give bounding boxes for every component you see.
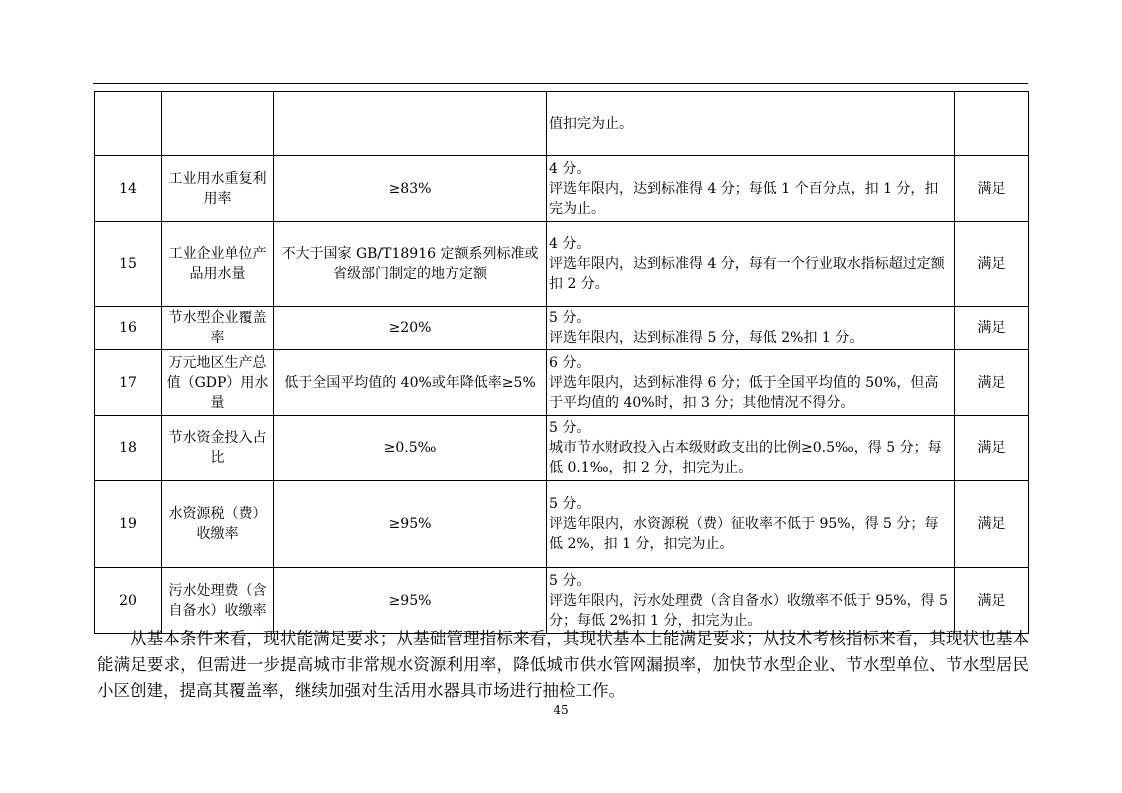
indicator-name: 污水处理费（含自备水）收缴率 (162, 568, 274, 634)
row-number: 14 (95, 156, 162, 222)
scoring-rule: 4 分。 评选年限内，达到标准得 4 分；每低 1 个百分点，扣 1 分，扣完为止。 (547, 156, 955, 222)
scoring-rule: 5 分。 评选年限内，水资源税（费）征收率不低于 95%，得 5 分；每低 2%，扣 1 分，扣完为止。 (547, 481, 955, 568)
summary-paragraph: 从基本条件来看，现状能满足要求；从基础管理指标来看，其现状基本上能满足要求；从技术考核指标来看，其现状也基本能满足要求，但需进一步提高城市非常规水资源利用率，降低城市供水管网漏损率，加快节水型企业、节水型单位、节水型居民小区创建，提高其覆盖率，继续加强对生活用水器具市场进行抽检工作。 (97, 629, 1029, 700)
assessment-result: 满足 (955, 156, 1029, 222)
assessment-result: 满足 (955, 481, 1029, 568)
indicator-standard: ≥95% (274, 568, 547, 634)
scoring-rule: 5 分。 评选年限内，达到标准得 5 分，每低 2%扣 1 分。 (547, 307, 955, 350)
indicator-standard: 低于全国平均值的 40%或年降低率≥5% (274, 350, 547, 416)
header-rule (93, 83, 1028, 84)
indicator-name (162, 92, 274, 156)
indicator-name: 节水资金投入占比 (162, 416, 274, 481)
table-row (95, 568, 1029, 634)
row-number: 16 (95, 307, 162, 350)
scoring-rule: 6 分。 评选年限内，达到标准得 6 分；低于全国平均值的 50%，但高于平均值的 40%时，扣 3 分；其他情况不得分。 (547, 350, 955, 416)
table-row (95, 481, 1029, 568)
indicator-name: 万元地区生产总值（GDP）用水量 (162, 350, 274, 416)
indicator-standard: ≥83% (274, 156, 547, 222)
indicator-standard (274, 92, 547, 156)
assessment-result: 满足 (955, 350, 1029, 416)
assessment-result: 满足 (955, 568, 1029, 634)
indicator-standard: ≥0.5‰ (274, 416, 547, 481)
row-number: 19 (95, 481, 162, 568)
row-number: 20 (95, 568, 162, 634)
table-row (95, 307, 1029, 350)
row-number: 17 (95, 350, 162, 416)
scoring-rule: 4 分。 评选年限内，达到标准得 4 分，每有一个行业取水指标超过定额扣 2 分。 (547, 222, 955, 307)
indicator-name: 节水型企业覆盖率 (162, 307, 274, 350)
assessment-result (955, 92, 1029, 156)
table-row (95, 92, 1029, 156)
indicator-name: 水资源税（费）收缴率 (162, 481, 274, 568)
indicator-standard: 不大于国家 GB/T18916 定额系列标准或省级部门制定的地方定额 (274, 222, 547, 307)
page-number: 45 (553, 703, 569, 717)
row-number (95, 92, 162, 156)
evaluation-table (94, 91, 1029, 634)
row-number: 15 (95, 222, 162, 307)
indicator-standard: ≥95% (274, 481, 547, 568)
scoring-rule: 5 分。 评选年限内，污水处理费（含自备水）收缴率不低于 95%，得 5 分；每低 2%扣 1 分，扣完为止。 (547, 568, 955, 634)
assessment-result: 满足 (955, 222, 1029, 307)
table-row (95, 156, 1029, 222)
row-number: 18 (95, 416, 162, 481)
assessment-result: 满足 (955, 307, 1029, 350)
scoring-rule: 5 分。 城市节水财政投入占本级财政支出的比例≥0.5‰，得 5 分；每低 0.1‰，扣 2 分，扣完为止。 (547, 416, 955, 481)
indicator-name: 工业用水重复利用率 (162, 156, 274, 222)
assessment-result: 满足 (955, 416, 1029, 481)
table-row (95, 222, 1029, 307)
scoring-rule: 值扣完为止。 (547, 92, 955, 156)
table-row (95, 350, 1029, 416)
table-row (95, 416, 1029, 481)
indicator-standard: ≥20% (274, 307, 547, 350)
indicator-name: 工业企业单位产品用水量 (162, 222, 274, 307)
